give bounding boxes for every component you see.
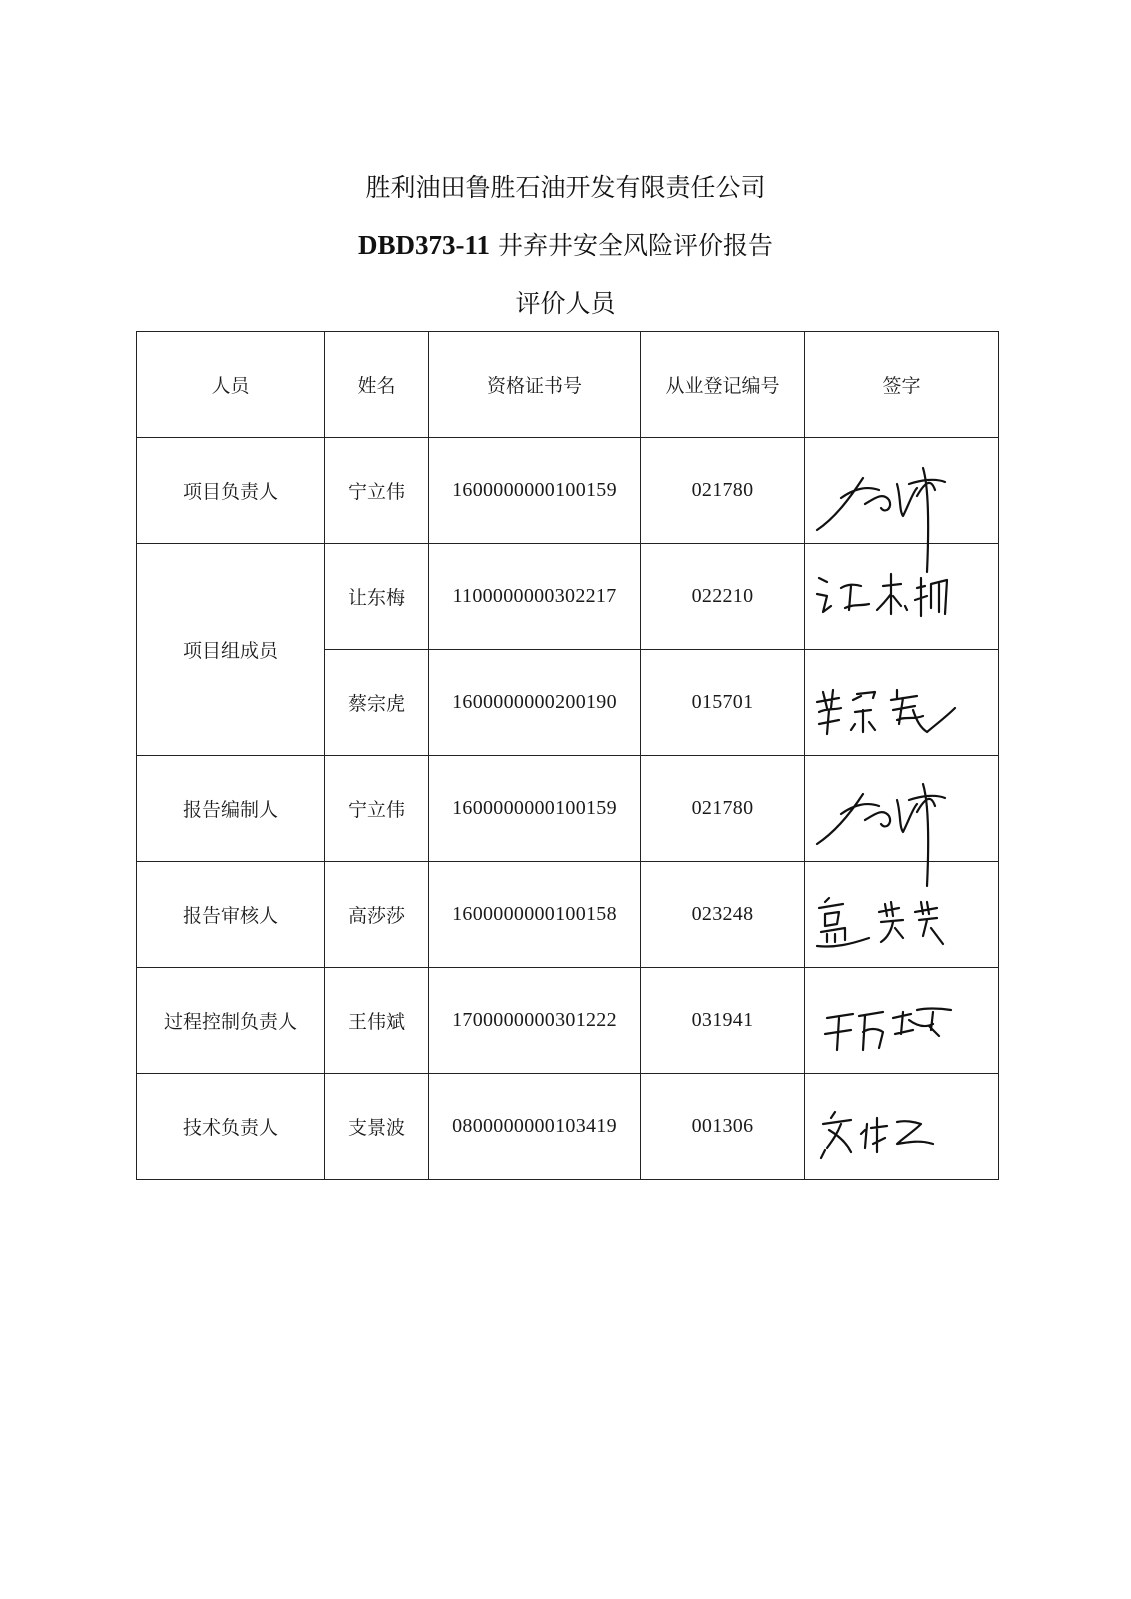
section-title: 评价人员 [515,289,616,318]
cert-cell: 1600000000100158 [429,862,641,968]
header-name: 姓名 [325,332,429,438]
signature-image [805,650,991,756]
signature-cell [805,544,999,650]
signature-cell [805,862,999,968]
cert-cell: 1600000000100159 [429,756,641,862]
name-cell: 宁立伟 [325,438,429,544]
name-cell: 宁立伟 [325,756,429,862]
name-cell: 支景波 [325,1074,429,1180]
signature-image [805,544,991,650]
evaluation-staff-table [136,331,999,1180]
name-cell: 王伟斌 [325,968,429,1074]
table-header-row [137,332,999,438]
signature-cell [805,650,999,756]
table-row [137,1074,999,1180]
header-role: 人员 [137,332,325,438]
cert-cell: 1700000000301222 [429,968,641,1074]
reg-cell: 031941 [641,968,805,1074]
cert-cell: 1600000000200190 [429,650,641,756]
role-cell: 过程控制负责人 [137,968,325,1074]
cert-cell: 0800000000103419 [429,1074,641,1180]
header-reg: 从业登记编号 [641,332,805,438]
signature-cell [805,756,999,862]
reg-cell: 001306 [641,1074,805,1180]
role-cell: 报告审核人 [137,862,325,968]
name-cell: 蔡宗虎 [325,650,429,756]
signature-cell [805,1074,999,1180]
table-row [137,756,999,862]
table-row [137,862,999,968]
reg-cell: 015701 [641,650,805,756]
signature-image [805,968,991,1074]
report-title-text: 井弃井安全风险评价报告 [497,231,773,260]
table-row [137,438,999,544]
reg-cell: 021780 [641,438,805,544]
report-title [0,226,1131,262]
report-code: DBD373-11 [358,230,491,260]
table-row [137,544,999,650]
role-cell: 项目负责人 [137,438,325,544]
role-cell: 报告编制人 [137,756,325,862]
signature-image [805,756,991,862]
header-signature: 签字 [805,332,999,438]
name-cell: 高莎莎 [325,862,429,968]
signature-image [805,1074,991,1180]
cert-cell: 1600000000100159 [429,438,641,544]
reg-cell: 023248 [641,862,805,968]
header-cert: 资格证书号 [429,332,641,438]
company-title: 胜利油田鲁胜石油开发有限责任公司 [365,173,766,202]
signature-cell [805,968,999,1074]
signature-cell [805,438,999,544]
role-cell: 项目组成员 [137,544,325,756]
reg-cell: 021780 [641,756,805,862]
table-row [137,968,999,1074]
name-cell: 让东梅 [325,544,429,650]
cert-cell: 1100000000302217 [429,544,641,650]
role-cell: 技术负责人 [137,1074,325,1180]
signature-image [805,438,991,544]
reg-cell: 022210 [641,544,805,650]
signature-image [805,862,991,968]
